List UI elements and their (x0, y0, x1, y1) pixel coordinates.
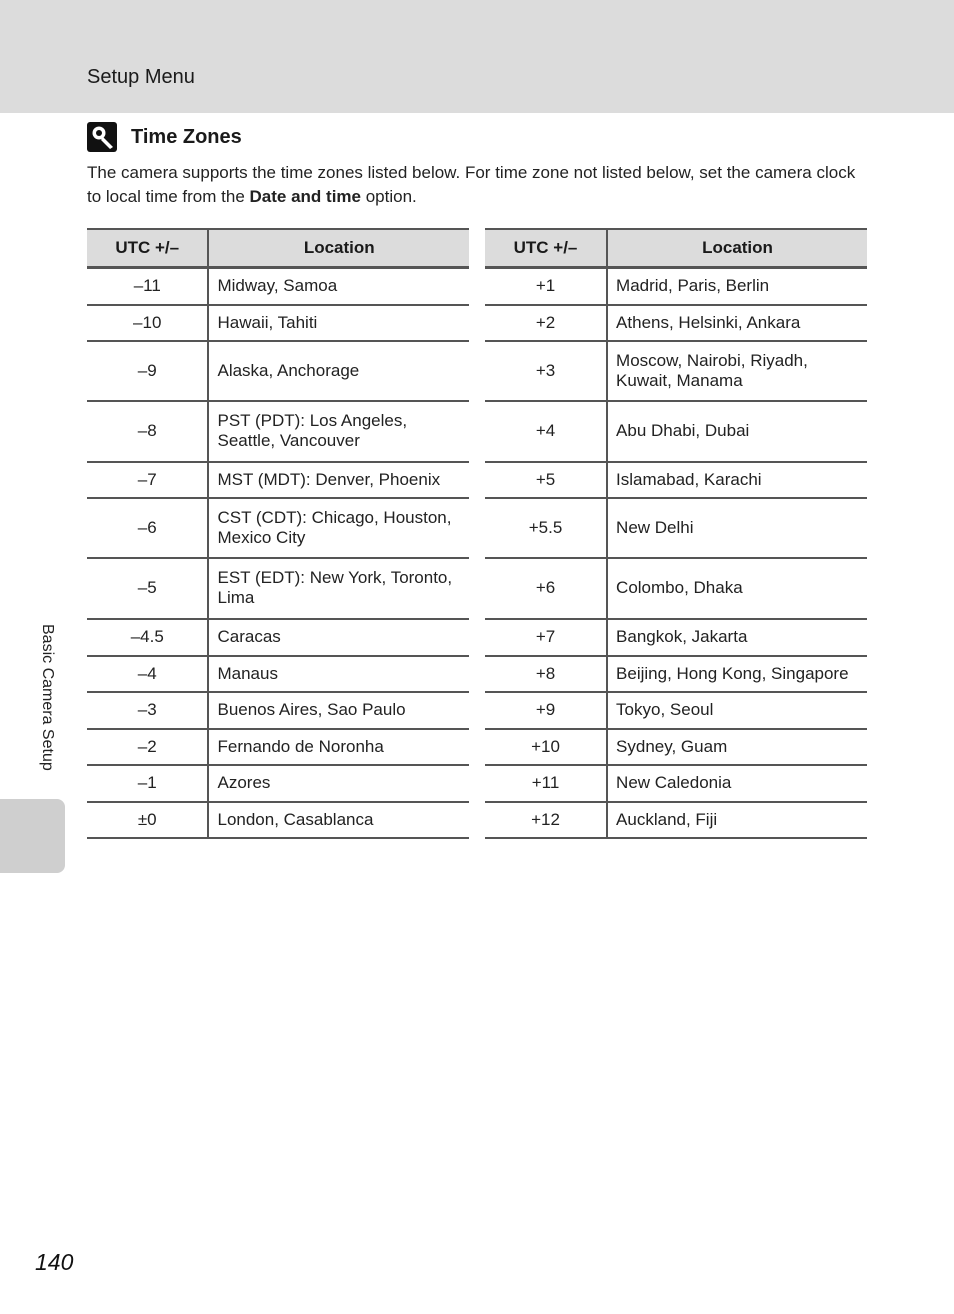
utc-offset-cell: –8 (87, 401, 208, 462)
utc-offset-cell: –3 (87, 692, 208, 729)
location-cell: Alaska, Anchorage (208, 341, 469, 401)
location-cell: Azores (208, 765, 469, 802)
table-row (485, 692, 867, 729)
section-title: Setup Menu (87, 66, 195, 88)
table-row (87, 341, 469, 401)
utc-offset-cell: +1 (485, 268, 607, 305)
intro-bold-option: Date and time (249, 187, 361, 206)
utc-offset-cell: +5 (485, 462, 607, 498)
location-cell: Tokyo, Seoul (607, 692, 867, 729)
location-cell: Sydney, Guam (607, 729, 867, 765)
table-row (485, 268, 867, 305)
utc-offset-cell: –7 (87, 462, 208, 498)
utc-offset-cell: +11 (485, 765, 607, 802)
utc-offset-cell: +7 (485, 619, 607, 656)
table-row (485, 765, 867, 802)
utc-offset-cell: –4.5 (87, 619, 208, 656)
utc-offset-cell: –5 (87, 558, 208, 619)
location-cell: Midway, Samoa (208, 268, 469, 305)
utc-offset-cell: +9 (485, 692, 607, 729)
table-row (485, 305, 867, 341)
utc-offset-cell: +10 (485, 729, 607, 765)
location-cell: Hawaii, Tahiti (208, 305, 469, 341)
time-zone-table-right (485, 228, 867, 839)
table-row (485, 619, 867, 656)
header-band (0, 0, 954, 113)
utc-offset-cell: +2 (485, 305, 607, 341)
page-number: 140 (35, 1249, 74, 1275)
utc-offset-cell: +5.5 (485, 498, 607, 558)
table-header-row (485, 229, 867, 268)
location-cell: Moscow, Nairobi, Riyadh, Kuwait, Manama (607, 341, 867, 401)
location-cell: Colombo, Dhaka (607, 558, 867, 619)
column-header-utc: UTC +/– (87, 229, 208, 268)
table-row (485, 802, 867, 838)
location-cell: EST (EDT): New York, Toronto, Lima (208, 558, 469, 619)
utc-offset-cell: +4 (485, 401, 607, 462)
utc-offset-cell: –2 (87, 729, 208, 765)
column-header-location: Location (607, 229, 867, 268)
table-row (87, 729, 469, 765)
time-zone-table-left (87, 228, 469, 839)
location-cell: CST (CDT): Chicago, Houston, Mexico City (208, 498, 469, 558)
table-row (87, 802, 469, 838)
location-cell: London, Casablanca (208, 802, 469, 838)
location-cell: Manaus (208, 656, 469, 692)
column-header-utc: UTC +/– (485, 229, 607, 268)
chapter-side-label: Basic Camera Setup (39, 624, 56, 771)
utc-offset-cell: ±0 (87, 802, 208, 838)
location-cell: Auckland, Fiji (607, 802, 867, 838)
table-row (485, 729, 867, 765)
location-cell: Islamabad, Karachi (607, 462, 867, 498)
table-row (87, 765, 469, 802)
utc-offset-cell: +8 (485, 656, 607, 692)
location-cell: Madrid, Paris, Berlin (607, 268, 867, 305)
location-cell: Abu Dhabi, Dubai (607, 401, 867, 462)
utc-offset-cell: +12 (485, 802, 607, 838)
table-row (485, 341, 867, 401)
utc-offset-cell: –10 (87, 305, 208, 341)
heading-title: Time Zones (131, 125, 242, 148)
table-row (87, 558, 469, 619)
table-row (485, 498, 867, 558)
location-cell: Beijing, Hong Kong, Singapore (607, 656, 867, 692)
setup-menu-icon (87, 122, 117, 152)
page-heading (87, 121, 242, 153)
location-cell: Caracas (208, 619, 469, 656)
table-row (87, 305, 469, 341)
table-row (87, 401, 469, 462)
intro-text-before: The camera supports the time zones listed below. For time zone not listed below, set the camera clock to local time from the (87, 163, 856, 206)
utc-offset-cell: –6 (87, 498, 208, 558)
location-cell: New Caledonia (607, 765, 867, 802)
intro-paragraph (87, 161, 867, 209)
table-row (485, 656, 867, 692)
utc-offset-cell: –9 (87, 341, 208, 401)
intro-text-after: option. (361, 187, 417, 206)
utc-offset-cell: –4 (87, 656, 208, 692)
table-row (485, 401, 867, 462)
location-cell: MST (MDT): Denver, Phoenix (208, 462, 469, 498)
chapter-tab (0, 799, 65, 873)
table-row (485, 462, 867, 498)
utc-offset-cell: –11 (87, 268, 208, 305)
table-row (87, 692, 469, 729)
utc-offset-cell: +3 (485, 341, 607, 401)
utc-offset-cell: +6 (485, 558, 607, 619)
location-cell: Bangkok, Jakarta (607, 619, 867, 656)
location-cell: Athens, Helsinki, Ankara (607, 305, 867, 341)
table-row (87, 498, 469, 558)
column-header-location: Location (208, 229, 469, 268)
table-row (87, 619, 469, 656)
table-row (87, 462, 469, 498)
location-cell: New Delhi (607, 498, 867, 558)
table-header-row (87, 229, 469, 268)
location-cell: PST (PDT): Los Angeles, Seattle, Vancouver (208, 401, 469, 462)
table-row (485, 558, 867, 619)
table-row (87, 656, 469, 692)
location-cell: Buenos Aires, Sao Paulo (208, 692, 469, 729)
table-row (87, 268, 469, 305)
location-cell: Fernando de Noronha (208, 729, 469, 765)
utc-offset-cell: –1 (87, 765, 208, 802)
